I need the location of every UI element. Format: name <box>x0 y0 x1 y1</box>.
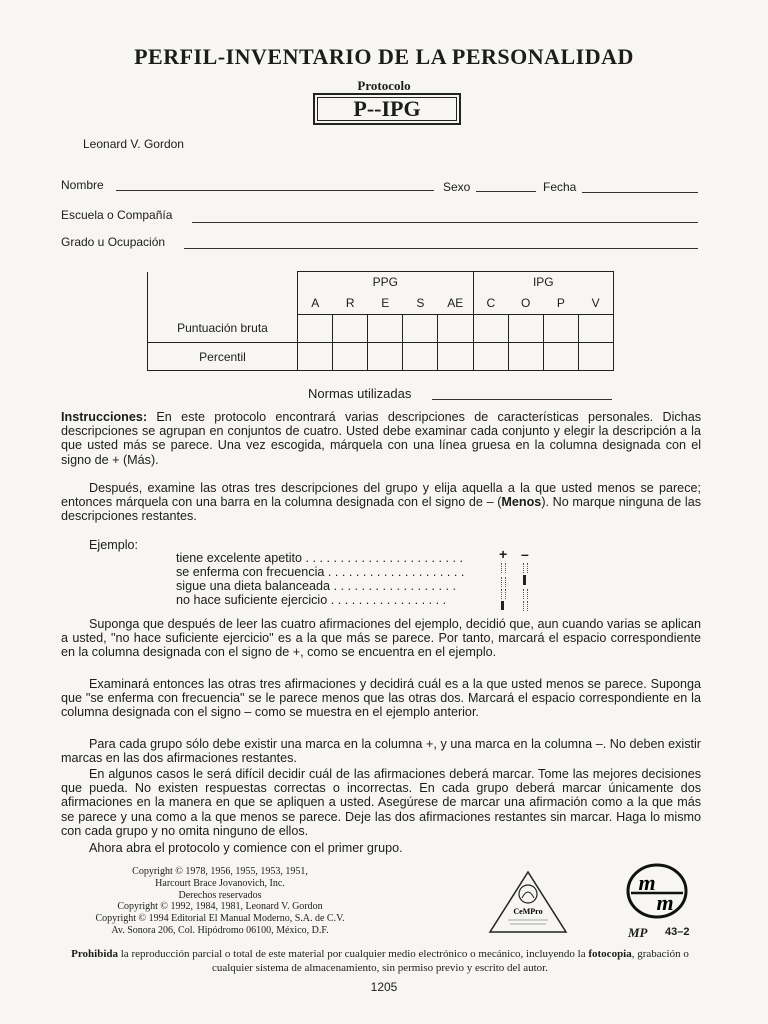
minus-mark <box>523 575 526 585</box>
col-v: V <box>578 292 613 315</box>
score-cell[interactable] <box>543 315 578 343</box>
copyright-line: Av. Sonora 206, Col. Hipódromo 06100, México, D.F. <box>111 924 329 936</box>
prohibida-notice <box>60 947 700 975</box>
instructions-p2 <box>61 481 701 524</box>
col-r: R <box>345 296 355 310</box>
score-table <box>147 271 614 371</box>
p2-text-c: ). No marque ninguna de las descripciones restantes. <box>61 495 701 524</box>
table-corner <box>148 272 298 293</box>
svg-text:m: m <box>656 890 674 915</box>
table-corner-2 <box>148 292 298 315</box>
score-cell[interactable] <box>508 315 543 343</box>
nombre-label: Nombre <box>61 178 104 192</box>
mp-number: 43–2 <box>665 926 690 938</box>
cempro-logo <box>488 870 568 936</box>
instructions-label: Instrucciones: <box>61 410 148 424</box>
col-e: E <box>381 296 390 310</box>
mark-box <box>523 589 528 599</box>
copyright-line: Copyright © 1992, 1984, 1981, Leonard V. Gordon <box>117 901 323 913</box>
col-c: C <box>473 292 508 315</box>
p2-text-a: Después, examine las otras tres descripciones del grupo y elija aquella a la que usted menos se parece; entonces márquela con una barra en la columna designada con el signo de – ( <box>61 481 701 510</box>
copyright-line: Copyright © 1978, 1956, 1955, 1953, 1951, <box>132 866 308 877</box>
score-cell[interactable] <box>578 315 613 343</box>
sexo-label: Sexo <box>443 180 471 194</box>
mark-box <box>501 577 506 587</box>
example-label: Ejemplo: <box>89 538 138 552</box>
percentil-cell[interactable] <box>368 343 403 371</box>
score-cell[interactable] <box>368 315 403 343</box>
grado-label: Grado u Ocupación <box>61 235 166 249</box>
escuela-label: Escuela o Compañía <box>61 208 173 222</box>
page-number: 1205 <box>370 980 398 994</box>
ipg-header: IPG <box>473 272 613 293</box>
percentil-cell[interactable] <box>438 343 473 371</box>
example-item: se enferma con frecuencia . . . . . . . . . . . . . . . . . . . . <box>176 565 465 579</box>
cempro-text: CeMPro <box>513 907 543 916</box>
prohibida-text-b: , grabación o cualquier sistema de almacenamiento, sin permiso previo y escrito del autor. <box>211 948 689 974</box>
ppg-header: PPG <box>298 272 474 293</box>
plus-sign: + <box>499 546 508 562</box>
row-puntuacion-bruta: Puntuación bruta <box>148 315 298 343</box>
percentil-cell[interactable] <box>333 343 368 371</box>
svg-text:m: m <box>638 870 656 895</box>
percentil-cell[interactable] <box>508 343 543 371</box>
normas-line[interactable] <box>432 399 612 400</box>
instructions-p4: Examinará entonces las otras tres afirmaciones y decidirá cuál es a la que usted menos se parece. Suponga que "se enferma con frecuencia" se le parece menos que las otras dos. Marcará el espacio correspondiente en la columna designada con el signo – como se muestra en el ejemplo anterior. <box>61 677 701 720</box>
fecha-line[interactable] <box>582 192 698 193</box>
instructions-p1 <box>61 410 701 467</box>
fecha-label: Fecha <box>543 180 577 194</box>
copyright-line: Copyright © 1994 Editorial El Manual Moderno, S.A. de C.V. <box>95 913 345 925</box>
row-percentil: Percentil <box>148 343 298 371</box>
col-a: A <box>298 292 333 315</box>
protocol-code: P--IPG <box>353 96 421 121</box>
prohibida-text-a: la reproducción parcial o total de este material por cualquier medio electrónico o mecánico, incluyendo la <box>118 948 589 960</box>
score-cell[interactable] <box>333 315 368 343</box>
mark-box <box>501 589 506 599</box>
grado-line[interactable] <box>184 248 698 249</box>
percentil-cell[interactable] <box>578 343 613 371</box>
copyright-line: Harcourt Brace Jovanovich, Inc. <box>155 877 285 889</box>
score-cell[interactable] <box>473 315 508 343</box>
normas-label: Normas utilizadas <box>308 386 412 401</box>
protocol-code-box <box>313 93 461 125</box>
nombre-line[interactable] <box>116 190 434 191</box>
score-cell[interactable] <box>438 315 473 343</box>
mark-box <box>501 563 506 573</box>
minus-sign: – <box>521 546 529 562</box>
example-item: tiene excelente apetito . . . . . . . . . . . . . . . . . . . . . . . <box>176 551 463 565</box>
instructions-p7: Ahora abra el protocolo y comience con el primer grupo. <box>89 841 403 855</box>
subtitle: Protocolo <box>357 78 411 93</box>
mark-box <box>523 601 528 611</box>
escuela-line[interactable] <box>192 222 698 223</box>
col-p: P <box>556 296 565 310</box>
mp-code: MP <box>628 925 648 940</box>
instructions-p3: Suponga que después de leer las cuatro afirmaciones del ejemplo, decidió que, aun cuando varias se aplican a usted, "no hace suficiente ejercicio" es a la que más se parece. Por tanto, marcará el espacio correspondiente en la columna designada con el signo de +, como se encuentra en el ejemplo. <box>61 617 701 660</box>
instructions-p6: En algunos casos le será difícil decidir cuál de las afirmaciones deberá marcar. Tome las mejores decisiones que pueda. No existen respuestas correctas o incorrectas. En cada grupo deberá marcar únicamente dos afirmaciones en la manera en que se apliquen a usted. Asegúrese de marcar una afirmación como a la que más se parece y una como a la que menos se parece. Deje las dos afirmaciones restantes sin marcar. Haga lo mismo con cada grupo y no omita ninguno de ellos. <box>61 767 701 838</box>
fotocopia-bold: fotocopia <box>588 948 632 960</box>
col-s: S <box>416 296 425 310</box>
percentil-cell[interactable] <box>543 343 578 371</box>
score-cell[interactable] <box>298 315 333 343</box>
page-title: PERFIL-INVENTARIO DE LA PERSONALIDAD <box>134 44 634 69</box>
copyright-block <box>60 866 380 937</box>
example-item: no hace suficiente ejercicio . . . . . . . . . . . . . . . . . <box>176 593 447 607</box>
manual-moderno-logo <box>625 862 689 920</box>
score-cell[interactable] <box>403 315 438 343</box>
mark-box <box>523 563 528 573</box>
plus-mark <box>501 601 504 610</box>
prohibida-bold: Prohibida <box>71 948 118 960</box>
p2-menos: Menos <box>501 495 542 510</box>
author: Leonard V. Gordon <box>83 137 184 151</box>
percentil-cell[interactable] <box>403 343 438 371</box>
instructions-text: En este protocolo encontrará varias descripciones de características personales. Dichas descripciones se agrupan en conjuntos de cuatro. Usted debe examinar cada conjunto y elegir la descripción a la que usted más se parece. Una vez escogida, márquela con una línea gruesa en la columna designada con el signo de + (Más). <box>61 410 701 467</box>
percentil-cell[interactable] <box>473 343 508 371</box>
copyright-line: Derechos reservados <box>178 889 262 901</box>
example-item: sigue una dieta balanceada . . . . . . . . . . . . . . . . . . <box>176 579 457 593</box>
instructions-p5: Para cada grupo sólo debe existir una marca en la columna +, y una marca en la columna –. No deben existir marcas en las dos afirmaciones restantes. <box>61 737 701 766</box>
percentil-cell[interactable] <box>298 343 333 371</box>
sexo-line[interactable] <box>476 191 536 192</box>
col-ae: AE <box>447 296 464 310</box>
col-o: O <box>521 296 531 310</box>
